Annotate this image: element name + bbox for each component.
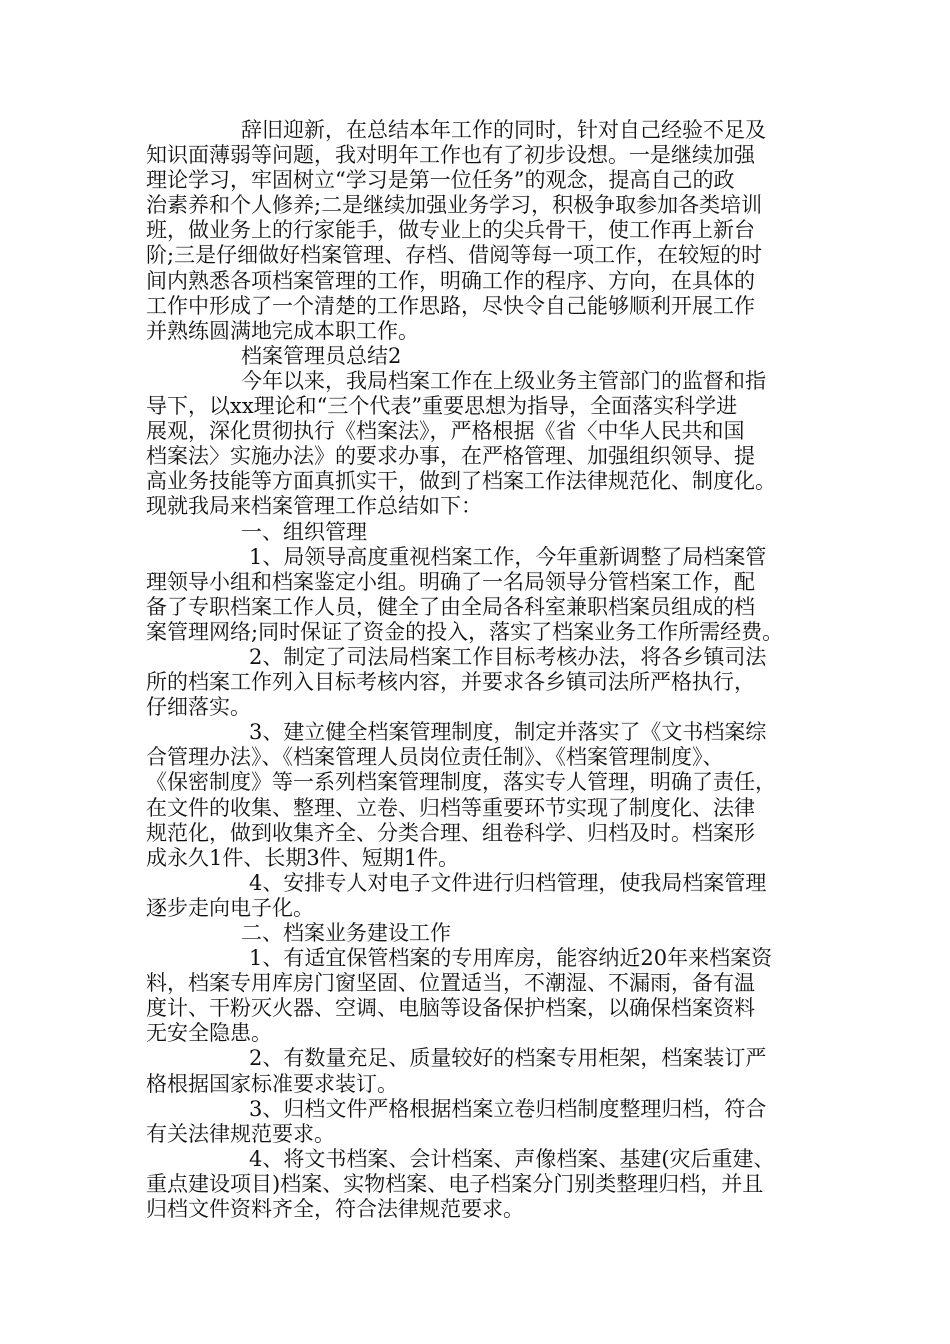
document-body (146, 118, 826, 1222)
text-line: 1、局领导高度重视档案工作，今年重新调整了局档案管 (249, 544, 767, 569)
text-line: 2、制定了司法局档案工作目标考核办法，将各乡镇司法 (249, 644, 767, 669)
text-line: 高业务技能等方面真抓实干，做到了档案工作法律规范化、制度化。 (146, 469, 776, 494)
text-line: 在文件的收集、整理、立卷、归档等重要环节实现了制度化、法律 (146, 795, 755, 820)
text-line: 阶;三是仔细做好档案管理、存档、借阅等每一项工作，在较短的时 (146, 243, 763, 268)
text-line: 料，档案专用库房门窗坚固、位置适当，不潮湿、不漏雨，备有温 (146, 971, 755, 996)
section-heading: 一、组织管理 (241, 519, 367, 544)
text-line: 间内熟悉各项档案管理的工作，明确工作的程序、方向，在具体的 (146, 268, 755, 293)
text-line: 无安全隐患。 (146, 1021, 272, 1046)
text-line: 3、归档文件严格根据档案立卷归档制度整理归档，符合 (249, 1096, 767, 1121)
text-line: 1、有适宜保管档案的专用库房，能容纳近20年来档案资 (249, 946, 773, 971)
text-line: 成永久1件、长期3件、短期1件。 (146, 845, 460, 870)
text-line: 所的档案工作列入目标考核内容，并要求各乡镇司法所严格执行， (146, 670, 755, 695)
text-line: 格根据国家标准要求装订。 (146, 1071, 398, 1096)
text-line: 理论学习，牢固树立“学习是第一位任务”的观念，提高自己的政 (146, 168, 735, 193)
text-line: 归档文件资料齐全，符合法律规范要求。 (146, 1197, 524, 1222)
text-line: 档案法〉实施办法》的要求办事，在严格管理、加强组织领导、提 (146, 444, 755, 469)
text-line: 理领导小组和档案鉴定小组。明确了一名局领导分管档案工作，配 (146, 569, 755, 594)
text-line: 《保密制度》等一系列档案管理制度，落实专人管理，明确了责任， (146, 770, 776, 795)
section-heading: 档案管理员总结2 (241, 343, 402, 368)
text-line: 仔细落实。 (146, 695, 251, 720)
text-line: 合管理办法》、《档案管理人员岗位责任制》、《档案管理制度》、 (146, 745, 724, 770)
text-line: 并熟练圆满地完成本职工作。 (146, 318, 419, 343)
text-line: 案管理网络;同时保证了资金的投入，落实了档案业务工作所需经费。 (146, 619, 784, 644)
text-line: 规范化，做到收集齐全、分类合理、组卷科学、归档及时。档案形 (146, 820, 755, 845)
text-line: 4、安排专人对电子文件进行归档管理，使我局档案管理 (249, 870, 767, 895)
text-line: 今年以来，我局档案工作在上级业务主管部门的监督和指 (241, 368, 766, 393)
text-line: 导下，以xx理论和“三个代表”重要思想为指导，全面落实科学进 (146, 394, 738, 419)
text-line: 现就我局来档案管理工作总结如下： (146, 494, 482, 519)
section-heading: 二、档案业务建设工作 (241, 921, 451, 945)
text-line: 班，做业务上的行家能手，做专业上的尖兵骨干，使工作再上新台 (146, 218, 755, 243)
text-line: 度计、干粉灭火器、空调、电脑等设备保护档案，以确保档案资料 (146, 996, 755, 1021)
text-line: 展观，深化贯彻执行《档案法》，严格根据《省〈中华人民共和国 (146, 419, 745, 444)
text-line: 治素养和个人修养;二是继续加强业务学习，积极争取参加各类培训 (146, 193, 763, 218)
text-line: 辞旧迎新，在总结本年工作的同时，针对自己经验不足及 (241, 118, 766, 142)
text-line: 有关法律规范要求。 (146, 1121, 335, 1146)
text-line: 知识面薄弱等问题，我对明年工作也有了初步设想。一是继续加强 (146, 143, 755, 168)
text-line: 2、有数量充足、质量较好的档案专用柜架，档案装订严 (249, 1046, 767, 1071)
text-line: 重点建设项目)档案、实物档案、电子档案分门别类整理归档，并且 (146, 1171, 764, 1196)
text-line: 逐步走向电子化。 (146, 895, 314, 920)
text-line: 备了专职档案工作人员，健全了由全局各科室兼职档案员组成的档 (146, 594, 755, 619)
text-line: 4、将文书档案、会计档案、声像档案、基建(灾后重建、 (249, 1146, 775, 1171)
text-line: 工作中形成了一个清楚的工作思路，尽快令自己能够顺利开展工作 (146, 293, 755, 318)
text-line: 3、建立健全档案管理制度，制定并落实了《文书档案综 (249, 720, 767, 745)
